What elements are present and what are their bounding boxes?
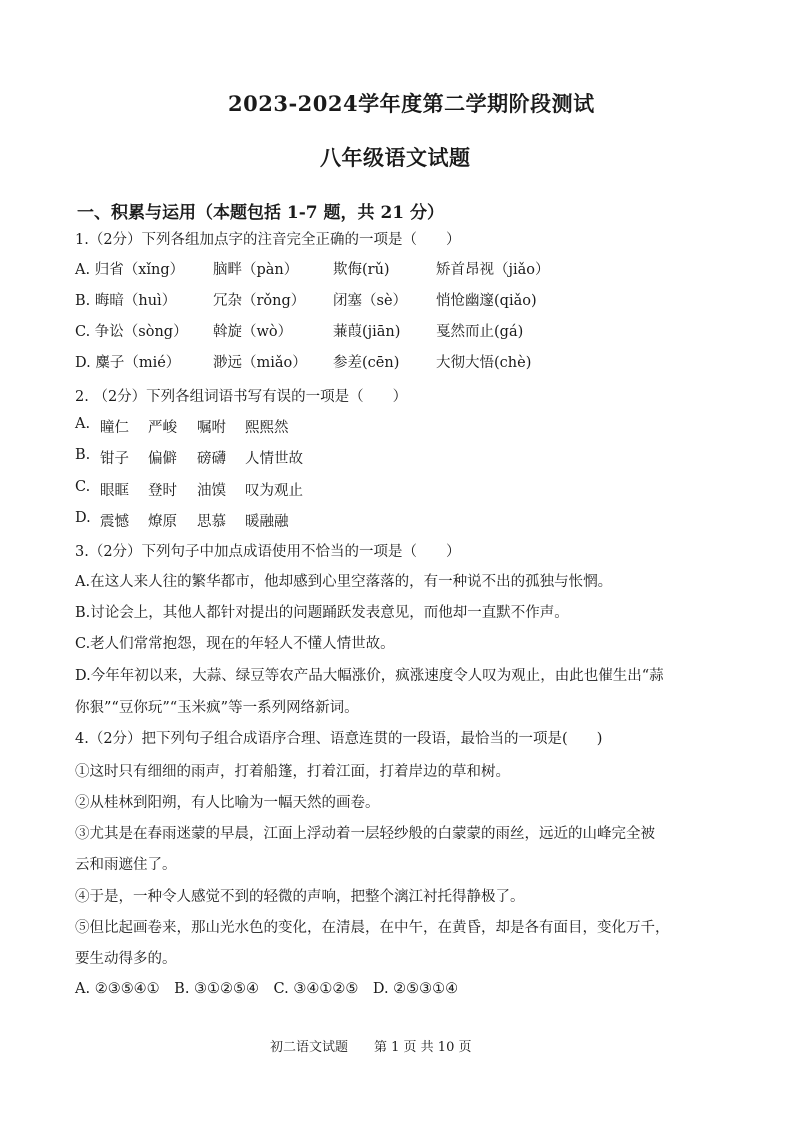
q2-option-c-word4: 叹为观止 bbox=[245, 483, 303, 499]
q2-option-a-word1: 瞳仁 bbox=[100, 420, 129, 436]
q1-option-a-label: A. 归省（xǐng） bbox=[75, 262, 185, 278]
q1-option-b-label: B. 晦暗（huì） bbox=[75, 293, 177, 309]
q1-option-a-word4: 矫首昂视（jiǎo） bbox=[436, 262, 550, 278]
q2-option-d-word1: 震憾 bbox=[100, 514, 129, 530]
q1-option-a-word3: 欺侮(rǔ) bbox=[333, 262, 390, 278]
q3-option-c: C.老人们常常抱怨，现在的年轻人不懂人情世故。 bbox=[75, 636, 395, 652]
q1-option-d-word4: 大彻大悟(chè) bbox=[436, 355, 532, 371]
q1-option-d-label: D. 麋子（mié） bbox=[75, 355, 181, 371]
q2-option-b-word4: 人情世故 bbox=[245, 451, 303, 467]
page-footer: 初二语文试题 第 1 页 共 10 页 bbox=[270, 1040, 472, 1055]
q2-option-c-label: C. bbox=[75, 479, 91, 495]
q2-option-d-word2: 燎原 bbox=[148, 514, 177, 530]
q2-option-b-word2: 偏僻 bbox=[148, 451, 177, 467]
q2-option-d-label: D. bbox=[75, 510, 91, 526]
q2-option-c-word3: 油馍 bbox=[197, 483, 226, 499]
section-heading: 一、积累与运用（本题包括 1-7 题，共 21 分） bbox=[77, 203, 445, 223]
q4-sentence-2: ②从桂林到阳朔，有人比喻为一幅天然的画卷。 bbox=[75, 795, 380, 811]
q1-option-b-word4: 悄怆幽邃(qiǎo) bbox=[436, 293, 537, 309]
q4-sentence-4: ④于是，一种令人感觉不到的轻微的声响，把整个漓江衬托得静极了。 bbox=[75, 889, 525, 905]
q1-option-d-word3: 参差(cēn) bbox=[333, 355, 400, 371]
q4-answer-options: A. ②③⑤④① B. ③①②⑤④ C. ③④①②⑤ D. ②⑤③①④ bbox=[75, 981, 459, 997]
q3-option-a: A.在这人来人往的繁华都市，他却感到心里空落落的，有一种说不出的孤独与怅惘。 bbox=[75, 574, 613, 590]
q1-option-b-word3: 闭塞（sè） bbox=[333, 293, 408, 309]
question-2-stem: 2. （2分）下列各组词语书写有误的一项是（ ） bbox=[75, 389, 408, 405]
q2-option-b-word1: 钳子 bbox=[100, 451, 129, 467]
question-4-stem: 4.（2分）把下列句子组合成语序合理、语意连贯的一段语，最恰当的一项是( ) bbox=[75, 731, 603, 747]
question-1-stem: 1.（2分）下列各组加点字的注音完全正确的一项是（ ） bbox=[75, 232, 461, 248]
q2-option-a-label: A. bbox=[75, 416, 91, 432]
exam-title: 2023-2024学年度第二学期阶段测试 bbox=[228, 91, 595, 116]
q1-option-b-word2: 冗杂（rǒng） bbox=[213, 293, 306, 309]
q2-option-d-word3: 思慕 bbox=[197, 514, 226, 530]
q4-sentence-5-line1: ⑤但比起画卷来，那山光水色的变化，在清晨，在中午，在黄昏，却是各有面目，变化万千， bbox=[75, 920, 670, 936]
q4-sentence-3-line2: 云和雨遮住了。 bbox=[75, 857, 177, 873]
q1-option-c-word4: 戛然而止(gá) bbox=[436, 324, 524, 340]
q3-option-d-line1: D.今年年初以来，大蒜、绿豆等农产品大幅涨价，疯涨速度令人叹为观止，由此也催生出“蒜 bbox=[75, 668, 664, 684]
q1-option-d-word2: 渺远（miǎo） bbox=[213, 355, 307, 371]
q2-option-a-word4: 熙熙然 bbox=[245, 420, 289, 436]
q1-option-c-word3: 蒹葭(jiān) bbox=[333, 324, 401, 340]
q1-option-a-word2: 脑畔（pàn） bbox=[213, 262, 299, 278]
q3-option-b: B.讨论会上，其他人都针对提出的问题踊跃发表意见，而他却一直默不作声。 bbox=[75, 605, 569, 621]
q2-option-c-word2: 登时 bbox=[148, 483, 177, 499]
q1-option-c-word2: 斡旋（wò） bbox=[213, 324, 293, 340]
q2-option-d-word4: 暖融融 bbox=[245, 514, 289, 530]
q2-option-b-word3: 磅礴 bbox=[197, 451, 226, 467]
exam-subtitle: 八年级语文试题 bbox=[320, 145, 471, 170]
question-3-stem: 3.（2分）下列句子中加点成语使用不恰当的一项是（ ） bbox=[75, 544, 461, 560]
q4-sentence-5-line2: 要生动得多的。 bbox=[75, 951, 177, 967]
q2-option-a-word2: 严峻 bbox=[148, 420, 177, 436]
q2-option-a-word3: 嘱咐 bbox=[197, 420, 226, 436]
q4-sentence-1: ①这时只有细细的雨声，打着船篷，打着江面，打着岸边的草和树。 bbox=[75, 764, 510, 780]
q3-option-d-line2: 你狠”“豆你玩”“玉米疯”等一系列网络新词。 bbox=[75, 700, 359, 716]
q2-option-c-word1: 眼眶 bbox=[100, 483, 129, 499]
q2-option-b-label: B. bbox=[75, 447, 91, 463]
q1-option-c-label: C. 争讼（sòng） bbox=[75, 324, 188, 340]
q4-sentence-3-line1: ③尤其是在春雨迷蒙的早晨，江面上浮动着一层轻纱般的白蒙蒙的雨丝，远近的山峰完全被 bbox=[75, 826, 655, 842]
